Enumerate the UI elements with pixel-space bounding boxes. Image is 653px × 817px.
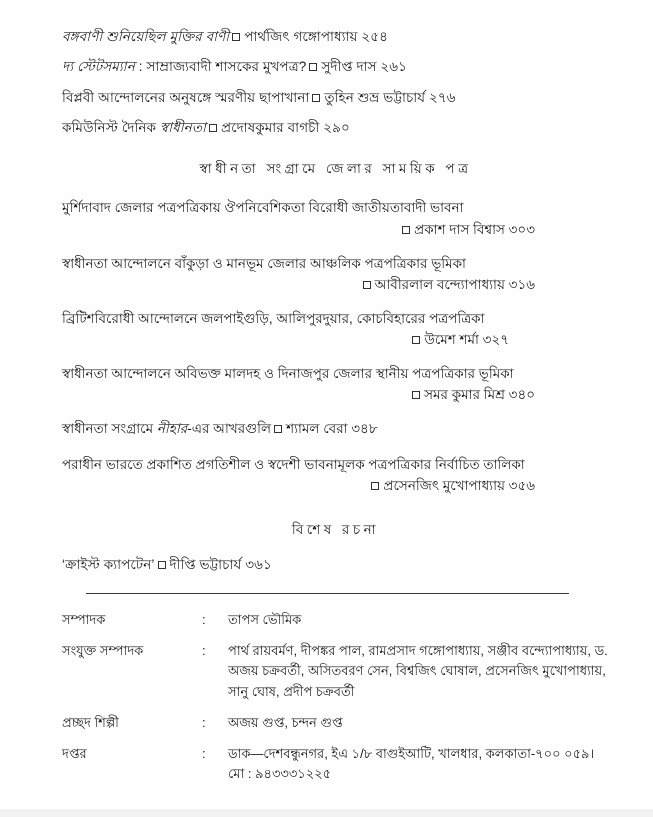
toc-entry — [62, 253, 609, 296]
credit-value: তাপস ভৌমিক — [228, 612, 302, 628]
page-bottom-edge — [0, 809, 653, 817]
toc-entry-author: আবীরলাল বন্দ্যোপাধ্যায় ৩১৬ — [374, 277, 535, 293]
toc-entry-author: সুদীপ্ত দাস ২৬১ — [321, 59, 408, 75]
toc-entry-author-line — [62, 329, 609, 351]
square-bullet-icon — [312, 94, 320, 102]
toc-entry-title: মুর্শিদাবাদ জেলার পত্রপত্রিকায় ঔপনিবেশিকতা বিরোধী জাতীয়তাবাদী ভাবনা — [62, 200, 464, 216]
toc-entry-title: ‘ক্রাইস্ট ক্যাপটেন’ — [62, 556, 155, 572]
credit-colon: : — [202, 745, 206, 761]
toc-entry-author-line — [62, 475, 609, 497]
toc-entry-prefix: কমিউনিস্ট দৈনিক — [62, 119, 160, 135]
square-bullet-icon — [232, 33, 240, 41]
toc-entry-title-rest: : সাম্রাজ্যবাদী শাসকের মুখপত্র? — [134, 59, 307, 75]
square-bullet-icon — [363, 281, 371, 289]
toc-entry-title-italic: নীহার — [156, 421, 188, 437]
toc-entry-title: পরাধীন ভারতে প্রকাশিত প্রগতিশীল ও স্বদেশী ভাবনামূলক পত্রপত্রিকার নির্বাচিত তালিকা — [62, 456, 525, 472]
toc-entry-special — [62, 554, 609, 575]
toc-entry — [62, 308, 609, 351]
toc-entry-prefix: স্বাধীনতা সংগ্রামে — [62, 421, 157, 437]
toc-entry — [62, 363, 609, 406]
section-heading-district-periodicals: স্বাধীনতা সংগ্রামে জেলার সাময়িক পত্র — [199, 161, 472, 177]
square-bullet-icon — [371, 482, 379, 490]
credit-value: ডাক—দেশবন্ধুনগর, ইএ ১/৮ বাগুইআটি, খালধার, কলকাতা-৭০০ ০৫৯। মো : ৯৪৩৩৩১২২৫ — [228, 745, 595, 782]
toc-entry — [62, 87, 609, 108]
credit-label: প্রচ্ছদ শিল্পী — [62, 714, 119, 730]
square-bullet-icon — [412, 391, 420, 399]
toc-entry-title-italic: দ্য স্টেটসম্যান — [62, 59, 135, 75]
credit-value: অজয় গুপ্ত, চন্দন গুপ্ত — [228, 714, 343, 730]
toc-entry-author: প্রকাশ দাস বিশ্বাস ৩০৩ — [414, 221, 535, 237]
toc-entry-author: পার্থজিৎ গঙ্গোপাধ্যায় ২৫৪ — [244, 29, 388, 44]
credit-colon: : — [202, 714, 206, 730]
toc-entry-author: উমেশ শর্মা ৩২৭ — [424, 332, 509, 348]
section-heading-special-article: বিশেষ রচনা — [291, 521, 380, 537]
credit-colon: : — [202, 612, 206, 628]
toc-entry-selected-list — [62, 454, 609, 497]
divider-rule — [86, 593, 569, 594]
toc-entry-title: স্বাধীনতা আন্দোলনে অবিভক্ত মালদহ ও দিনাজপুর জেলার স্থানীয় পত্রপত্রিকার ভূমিকা — [62, 365, 514, 381]
credit-label: সংযুক্ত সম্পাদক — [62, 643, 144, 659]
toc-entry-title: স্বাধীনতা আন্দোলনে বাঁকুড়া ও মানভূম জেলার আঞ্চলিক পত্রপত্রিকার ভূমিকা — [62, 255, 466, 271]
toc-entry-author: সমর কুমার মিশ্র ৩৪০ — [424, 387, 535, 403]
toc-entry-author-line — [62, 219, 609, 241]
toc-entry-title: ব্রিটিশবিরোধী আন্দোলনে জলপাইগুড়ি, আলিপুরদুয়ার, কোচবিহারের পত্রপত্রিকা — [62, 310, 485, 326]
credit-label: সম্পাদক — [62, 612, 106, 628]
toc-entry — [62, 117, 609, 138]
table-row — [62, 608, 609, 639]
toc-entry-title-rest: বিপ্লবী আন্দোলনের অনুষঙ্গে স্মরণীয় ছাপাখানা — [62, 89, 310, 105]
table-row — [62, 742, 609, 793]
toc-entry-author-line — [62, 274, 609, 296]
credits-table — [62, 608, 609, 793]
toc-entry — [62, 197, 609, 240]
toc-entry-author: শ্যামল বেরা ৩৪৮ — [286, 421, 378, 437]
square-bullet-icon — [309, 63, 317, 71]
toc-entry-author: দীপ্তি ভট্টাচার্য ৩৬১ — [169, 556, 272, 572]
toc-entry — [62, 26, 609, 47]
square-bullet-icon — [274, 425, 282, 433]
credit-label: দপ্তর — [62, 745, 87, 761]
table-row — [62, 639, 609, 710]
toc-entry-title-italic: স্বাধীনতা — [159, 119, 206, 135]
toc-entry-suffix: -এর আখরগুলি — [187, 421, 272, 437]
square-bullet-icon — [412, 336, 420, 344]
credit-colon: : — [202, 643, 206, 659]
toc-entry-author-line — [62, 384, 609, 406]
toc-entry-author: প্রদোষকুমার বাগচী ২৯০ — [220, 119, 350, 135]
square-bullet-icon — [402, 226, 410, 234]
toc-entry-title-italic: বঙ্গবাণী শুনিয়েছিল মুক্তির বাণী — [62, 29, 230, 44]
credit-value: পার্থ রায়বর্মণ, দীপঙ্কর পাল, রামপ্রসাদ গঙ্গোপাধ্যায়, সঞ্জীব বন্দ্যোপাধ্যায়, ড. অজয় চক্রবর্তী, অসিতবরণ সেন, বিশ্বজিৎ ঘোষাল, প্রসেনজিৎ মুখোপাধ্যায়, সানু ঘোষ, প্রদীপ চক্রবর্তী — [228, 643, 608, 699]
square-bullet-icon — [209, 124, 217, 132]
table-row — [62, 711, 609, 742]
toc-entry-author: তুহিন শুভ্র ভট্টাচার্য ২৭৬ — [324, 89, 456, 105]
toc-section-one-list — [62, 197, 609, 406]
toc-entry-nihar — [62, 418, 609, 440]
square-bullet-icon — [158, 561, 166, 569]
toc-top-list — [62, 26, 609, 138]
toc-entry-author: প্রসেনজিৎ মুখোপাধ্যায় ৩৫৬ — [383, 478, 535, 494]
toc-entry — [62, 56, 609, 77]
